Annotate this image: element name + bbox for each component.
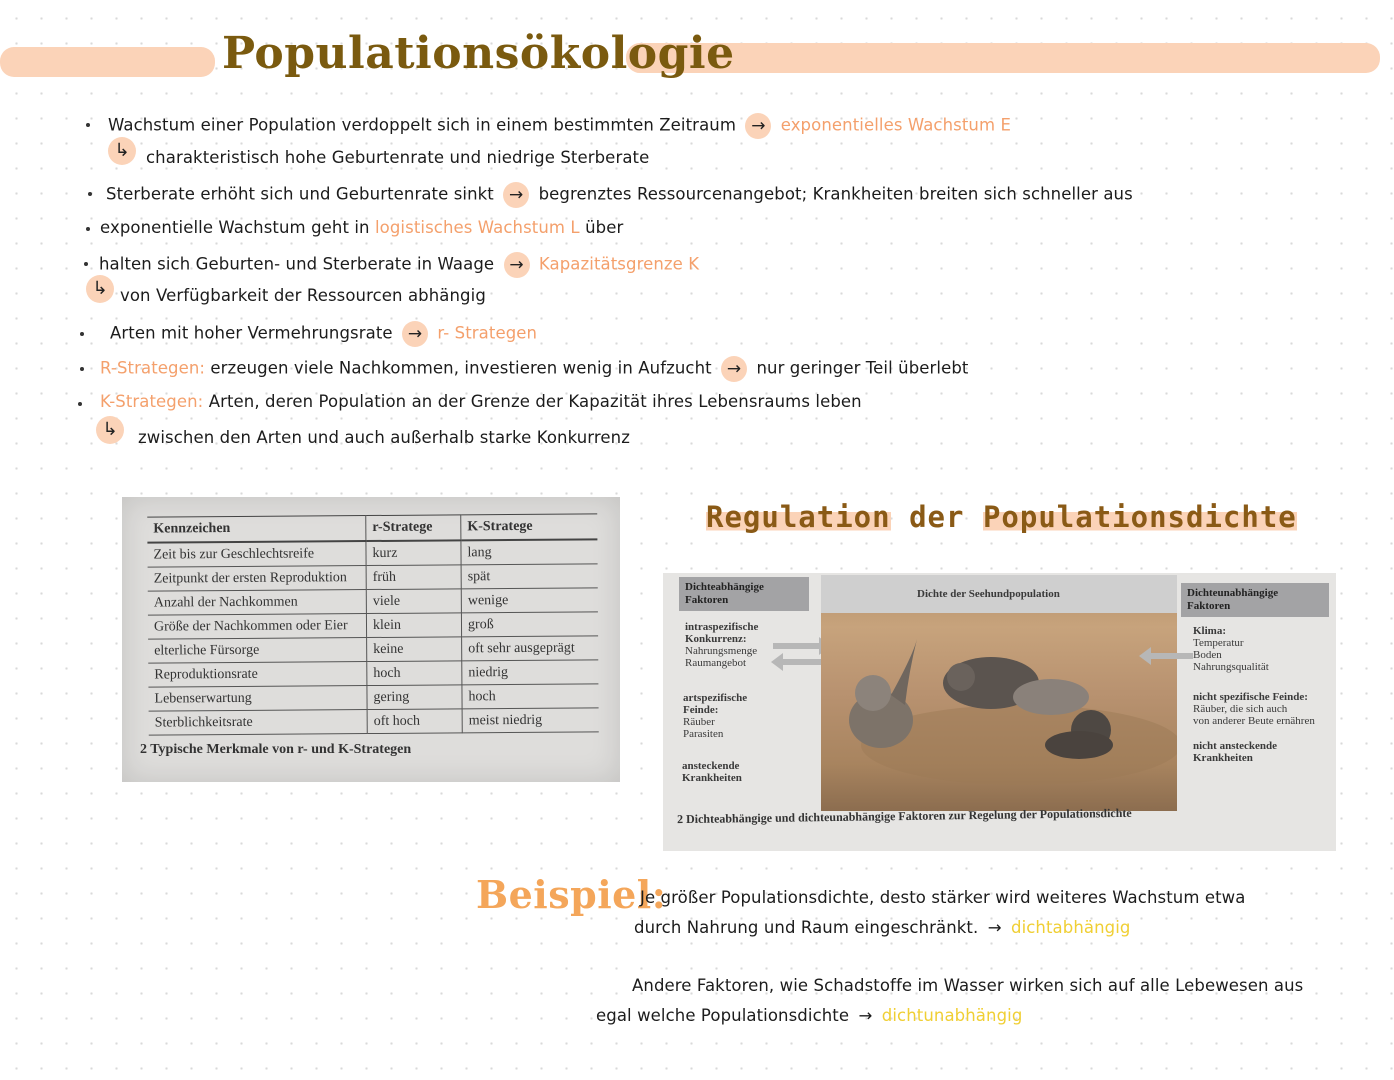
table-cell: Reproduktionsrate — [148, 662, 367, 688]
factor-right-3 — [1193, 740, 1289, 764]
note-highlight: logistisches Wachstum L — [374, 218, 580, 237]
title-word: Populationsdichte — [982, 500, 1297, 534]
table-cell: elterliche Fürsorge — [148, 638, 367, 664]
factor-left-3 — [682, 760, 758, 784]
note-line-9 — [100, 392, 862, 411]
table-cell: Lebenserwartung — [148, 686, 367, 712]
note-line-7 — [110, 321, 537, 347]
factor-sub: Räuber — [683, 716, 715, 728]
table-cell: Größe der Nachkommen oder Eier — [148, 614, 367, 640]
note-text: Arten, deren Population an der Grenze der Kapazität ihres Lebensraums leben — [208, 392, 862, 411]
traits-table — [147, 513, 599, 735]
arrow-icon: → — [504, 252, 530, 278]
title-highlight-left — [0, 47, 215, 77]
factor-sub: Raumangebot — [685, 657, 747, 669]
table-cell: oft sehr ausgeprägt — [462, 636, 599, 661]
note-result: Kapazitätsgrenze K — [538, 254, 700, 274]
table-header-row — [147, 514, 597, 543]
table-cell: hoch — [462, 684, 599, 709]
example-label: Beispiel: — [476, 872, 667, 917]
note-text: charakteristisch hohe Geburtenrate und niedrige Sterberate — [146, 148, 650, 167]
factor-sub: Parasiten — [683, 728, 724, 740]
note-line-3 — [106, 182, 1133, 208]
note-text: Wachstum einer Population verdoppelt sich in einem bestimmten Zeitraum — [108, 115, 737, 135]
section-title-regulation — [706, 500, 1297, 534]
note-line-4 — [100, 218, 623, 237]
table-cell: Anzahl der Nachkommen — [148, 590, 367, 616]
note-result: r- Strategen — [437, 323, 538, 343]
table-row — [148, 564, 598, 591]
factor-sub: Temperatur — [1193, 637, 1244, 649]
note-line-5 — [99, 252, 699, 278]
table-caption: 2 Typische Merkmale von r- und K-Strategen — [140, 742, 412, 757]
table-cell: spät — [461, 564, 598, 589]
factor-sub: Räuber, die sich auch — [1193, 703, 1288, 715]
table-row — [148, 660, 598, 687]
note-label: K-Strategen: — [100, 392, 204, 411]
note-result: dichtabhängig — [1011, 918, 1131, 937]
example-line-3: Andere Faktoren, wie Schadstoffe im Wasser wirken sich auf alle Lebewesen aus — [632, 976, 1304, 995]
note-result: begrenztes Ressourcenangebot; Krankheiten breiten sich schneller aus — [538, 184, 1133, 204]
population-density-figure — [663, 573, 1336, 851]
bullet — [80, 367, 84, 371]
example-line-2 — [634, 918, 1131, 937]
note-line-2 — [146, 148, 649, 167]
title-highlight-right — [626, 43, 1380, 73]
table-header: r-Stratege — [366, 515, 461, 541]
note-result: exponentielles Wachstum E — [780, 115, 1012, 135]
hook-arrow-icon: ↳ — [96, 416, 124, 444]
factor-title: intraspezifische Konkurrenz: — [685, 621, 759, 645]
table-cell: Zeitpunkt der ersten Reproduktion — [148, 566, 367, 592]
note-line-8 — [100, 356, 969, 382]
note-text: erzeugen viele Nachkommen, investieren wenig in Aufzucht — [210, 358, 712, 378]
note-line-6 — [120, 286, 486, 305]
note-text: über — [585, 218, 624, 237]
table-cell: Zeit bis zur Geschlechtsreife — [147, 541, 366, 567]
table-header: Kennzeichen — [147, 516, 366, 543]
table-row — [149, 708, 599, 735]
table-cell: wenige — [461, 588, 598, 613]
arrow-icon: → — [987, 918, 1002, 937]
table-cell: kurz — [366, 540, 461, 565]
table-row — [148, 612, 598, 639]
example-line-1: Je größer Populationsdichte, desto stärker wird weiteres Wachstum etwa — [640, 888, 1246, 907]
table-header: K-Stratege — [461, 514, 598, 540]
left-header: Dichteabhängige Faktoren — [679, 577, 809, 611]
arrow-icon: → — [402, 321, 428, 347]
note-line-10 — [138, 428, 630, 447]
factor-title: ansteckende Krankheiten — [682, 760, 742, 784]
bullet — [80, 332, 84, 336]
factor-left-2 — [683, 692, 783, 740]
factor-title: nicht spezifische Feinde: — [1193, 691, 1308, 703]
note-text: egal welche Populationsdichte — [596, 1006, 850, 1025]
table-row — [148, 684, 598, 711]
bullet — [86, 123, 90, 127]
arrow-icon: → — [745, 113, 771, 139]
note-text: durch Nahrung und Raum eingeschränkt. — [634, 918, 979, 937]
note-result: nur geringer Teil überlebt — [756, 358, 969, 378]
factor-right-2 — [1193, 691, 1333, 727]
table-cell: gering — [367, 685, 462, 710]
factor-title: Klima: — [1193, 625, 1226, 637]
bullet — [86, 227, 90, 231]
table-cell: groß — [461, 612, 598, 637]
factor-sub: Boden — [1193, 649, 1222, 661]
note-text: Arten mit hoher Vermehrungsrate — [110, 323, 393, 343]
seal-photo — [821, 575, 1177, 811]
traits-table-photo — [122, 497, 620, 782]
factor-title: nicht ansteckende Krankheiten — [1193, 740, 1278, 764]
table-cell: klein — [366, 613, 461, 638]
hook-arrow-icon: ↳ — [108, 137, 136, 165]
table-row — [148, 636, 598, 663]
note-text: Sterberate erhöht sich und Geburtenrate sinkt — [106, 184, 494, 204]
note-text: halten sich Geburten- und Sterberate in Waage — [99, 254, 495, 274]
arrow-icon: → — [721, 356, 747, 382]
left-arrow-icon — [1137, 645, 1195, 667]
hook-arrow-icon: ↳ — [86, 275, 114, 303]
factor-sub: von anderer Beute ernähren — [1193, 715, 1315, 727]
table-row — [148, 588, 598, 615]
table-cell: früh — [366, 565, 461, 590]
note-line-1 — [108, 113, 1011, 139]
note-text: von Verfügbarkeit der Ressourcen abhängig — [120, 286, 486, 305]
right-header: Dichteunabhängige Faktoren — [1181, 583, 1329, 617]
page-title: Populationsökologie — [222, 28, 735, 79]
table-cell: hoch — [367, 661, 462, 686]
note-label: R-Strategen: — [100, 358, 206, 378]
title-word: Regulation — [706, 500, 891, 534]
title-word: der — [909, 500, 965, 534]
table-cell: lang — [461, 539, 598, 564]
bullet — [88, 192, 92, 196]
note-text: exponentielle Wachstum geht in — [100, 218, 370, 237]
arrow-icon: → — [503, 182, 529, 208]
table-cell: viele — [366, 589, 461, 614]
example-line-4 — [596, 1006, 1022, 1025]
factor-sub: Nahrungsmenge — [685, 645, 758, 657]
table-row — [147, 539, 597, 567]
factor-sub: Nahrungsqualität — [1193, 661, 1269, 673]
factor-right-1 — [1193, 625, 1329, 673]
bullet — [84, 262, 88, 266]
table-cell: keine — [367, 637, 462, 662]
table-cell: meist niedrig — [462, 708, 599, 733]
seal-illustration — [821, 575, 1177, 811]
table-cell: Sterblichkeitsrate — [149, 710, 368, 736]
figure-caption: 2 Dichteabhängige und dichteunabhängige Faktoren zur Regelung der Populationsdichte — [676, 805, 1132, 827]
arrow-icon: → — [858, 1006, 873, 1025]
note-result: dichtunabhängig — [881, 1006, 1023, 1025]
table-cell: niedrig — [462, 660, 599, 685]
note-text: zwischen den Arten und auch außerhalb starke Konkurrenz — [138, 428, 630, 447]
center-header: Dichte der Seehundpopulation — [917, 588, 1060, 600]
factor-title: artspezifische Feinde: — [683, 692, 748, 716]
table-cell: oft hoch — [367, 709, 462, 734]
bullet — [78, 402, 82, 406]
